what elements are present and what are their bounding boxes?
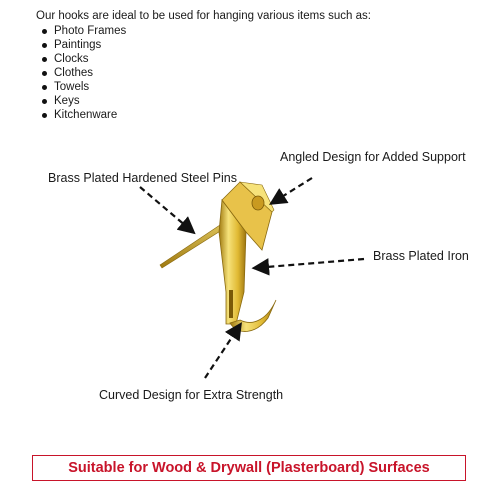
- curved-label: Curved Design for Extra Strength: [99, 388, 284, 402]
- hook-body: [219, 182, 276, 332]
- iron-label: Brass Plated Iron: [373, 249, 469, 263]
- pins-arrow: [140, 187, 193, 232]
- list-item: Keys: [36, 94, 371, 108]
- angled-arrow: [272, 178, 312, 203]
- list-item: Towels: [36, 80, 371, 94]
- banner-text: Suitable for Wood & Drywall (Plasterboard) Surfaces: [68, 460, 430, 476]
- intro-heading: Our hooks are ideal to be used for hanging various items such as:: [36, 10, 371, 22]
- curved-arrow: [205, 325, 240, 378]
- list-item: Kitchenware: [36, 108, 371, 122]
- angled-label: Angled Design for Added Support: [280, 150, 466, 164]
- list-item: Paintings: [36, 38, 371, 52]
- pins-label: Brass Plated Hardened Steel Pins: [48, 171, 237, 185]
- surface-banner: [32, 455, 466, 481]
- iron-arrow: [255, 259, 364, 268]
- list-item: Clocks: [36, 52, 371, 66]
- list-item: Clothes: [36, 66, 371, 80]
- list-item: Photo Frames: [36, 24, 371, 38]
